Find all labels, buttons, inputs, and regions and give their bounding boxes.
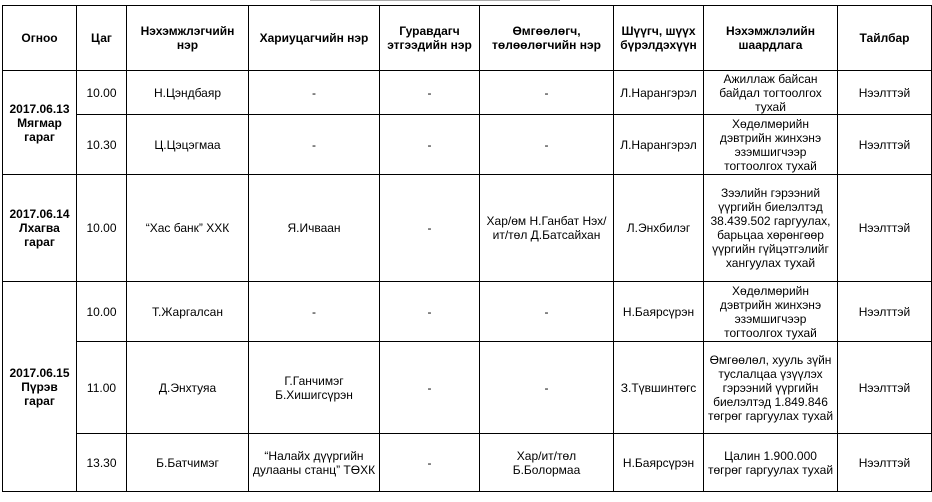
note-cell: Нээлттэй — [838, 115, 932, 175]
date-value: 2017.06.13 — [9, 101, 70, 116]
note-cell: Нээлттэй — [838, 175, 932, 282]
plaintiff-cell: Б.Батчимэг — [127, 434, 249, 492]
plaintiff-cell: Н.Цэндбаяр — [127, 71, 249, 115]
representative-cell: - — [480, 115, 614, 175]
representative-cell: Хар/ит/төл Б.Болормаа — [480, 434, 614, 492]
col-time-header: Цаг — [77, 6, 127, 71]
date-value: 2017.06.14 — [9, 207, 70, 221]
time-cell: 10.30 — [77, 115, 127, 175]
table-row — [3, 71, 932, 115]
judge-cell: З.Түвшинтөгс — [614, 342, 704, 434]
weekday-value: Лхагва гараг — [19, 221, 60, 249]
judge-cell: Л.Энхбилэг — [614, 175, 704, 282]
representative-cell: - — [480, 282, 614, 342]
note-cell: Нээлттэй — [838, 342, 932, 434]
plaintiff-cell: Т.Жаргалсан — [127, 282, 249, 342]
defendant-cell: “Налайх дүүргийн дулааны станц” ТӨХК — [249, 434, 380, 492]
time-cell: 10.00 — [77, 175, 127, 282]
court-schedule — [2, 5, 932, 492]
claim-cell: Зээлийн гэрээний үүргийн биелэлтэд 38.439.502 гаргуулах, барьцаа хөрөнгөөр үүргийн гүйцэтгэлийг хангуулах тухай — [704, 175, 838, 282]
weekday-value: Пүрэв гараг — [21, 379, 58, 408]
table-row — [3, 434, 932, 492]
table-row — [3, 282, 932, 342]
claim-cell: Хөдөлмөрийн дэвтрийн жинхэнэ эзэмшигчээр тогтоолгох тухай — [704, 282, 838, 342]
note-cell: Нээлттэй — [838, 71, 932, 115]
top-divider — [310, 0, 560, 3]
schedule-table — [2, 5, 932, 492]
third-party-cell: - — [380, 175, 480, 282]
col-defendant-header: Хариуцагчийн нэр — [249, 6, 380, 71]
third-party-cell: - — [380, 342, 480, 434]
time-cell: 13.30 — [77, 434, 127, 492]
claim-cell: Өмгөөлөл, хууль зүйн туслалцаа үзүүлэх гэрээний үүргийн биелэлтэд 1.849.846 төгрөг гаргуулах тухай — [704, 342, 838, 434]
claim-cell: Цалин 1.900.000 төгрөг гаргуулах тухай — [704, 434, 838, 492]
defendant-cell: - — [249, 282, 380, 342]
plaintiff-cell: Д.Энхтуяа — [127, 342, 249, 434]
third-party-cell: - — [380, 115, 480, 175]
col-representative-header: Өмгөөлөгч, төлөөлөгчийн нэр — [480, 6, 614, 71]
defendant-cell: Я.Ичваан — [249, 175, 380, 282]
claim-cell: Хөдөлмөрийн дэвтрийн жинхэнэ эзэмшигчээр тогтоолгох тухай — [704, 115, 838, 175]
col-third-party-header: Гуравдагч этгээдийн нэр — [380, 6, 480, 71]
judge-cell: Н.Баярсүрэн — [614, 434, 704, 492]
col-date-header: Огноо — [3, 6, 77, 71]
col-claim-header: Нэхэмжлэлийн шаардлага — [704, 6, 838, 71]
table-row — [3, 175, 932, 282]
representative-cell: - — [480, 342, 614, 434]
col-note-header: Тайлбар — [838, 6, 932, 71]
defendant-cell: - — [249, 115, 380, 175]
third-party-cell: - — [380, 434, 480, 492]
third-party-cell: - — [380, 282, 480, 342]
defendant-cell: Г.Ганчимэг Б.Хишигсүрэн — [249, 342, 380, 434]
representative-cell: - — [480, 71, 614, 115]
plaintiff-cell: “Хас банк” ХХК — [127, 175, 249, 282]
defendant-cell: - — [249, 71, 380, 115]
header-row — [3, 6, 932, 71]
judge-cell: Н.Баярсүрэн — [614, 282, 704, 342]
col-plaintiff-header: Нэхэмжлэгчийн нэр — [127, 6, 249, 71]
col-judge-header: Шүүгч, шүүх бүрэлдэхүүн — [614, 6, 704, 71]
note-cell: Нээлттэй — [838, 282, 932, 342]
plaintiff-cell: Ц.Цэцэгмаа — [127, 115, 249, 175]
judge-cell: Л.Нарангэрэл — [614, 71, 704, 115]
date-cell — [3, 175, 77, 282]
time-cell: 10.00 — [77, 71, 127, 115]
weekday-value: Мягмар гараг — [17, 115, 62, 144]
date-value: 2017.06.15 — [9, 365, 70, 380]
date-cell — [3, 71, 77, 175]
time-cell: 10.00 — [77, 282, 127, 342]
note-cell: Нээлттэй — [838, 434, 932, 492]
claim-cell: Ажиллаж байсан байдал тогтоолгох тухай — [704, 71, 838, 115]
representative-cell: Хар/өм Н.Ганбат Нэх/ит/төл Д.Батсайхан — [480, 175, 614, 282]
table-row — [3, 115, 932, 175]
time-cell: 11.00 — [77, 342, 127, 434]
third-party-cell: - — [380, 71, 480, 115]
table-row — [3, 342, 932, 434]
date-cell — [3, 282, 77, 492]
judge-cell: Л.Нарангэрэл — [614, 115, 704, 175]
